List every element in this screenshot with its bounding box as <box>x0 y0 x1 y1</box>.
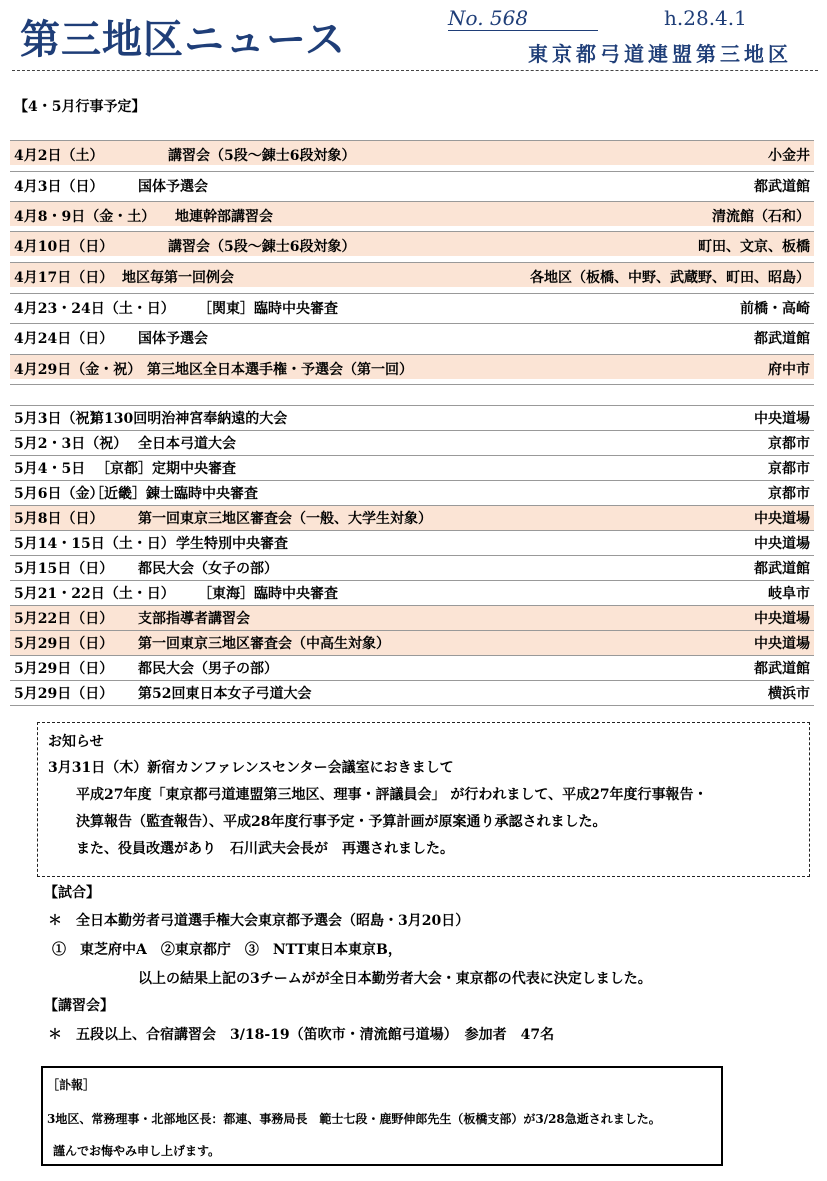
event-place: 小金井 <box>768 148 810 164</box>
event-place: 前橋・高崎 <box>740 301 810 317</box>
event-name: ［関東］臨時中央審査 <box>198 301 338 317</box>
event-date: 5月2・3日（祝） <box>14 436 128 452</box>
schedule-row <box>10 605 814 630</box>
table-bottom-rule <box>10 384 814 385</box>
event-date: 5月3日（祝） <box>14 411 104 427</box>
issue-date: h.28.4.1 <box>664 6 747 30</box>
event-date: 5月29日（日） <box>14 636 114 652</box>
event-name: 第三地区全日本選手権・予選会（第一回） <box>147 362 413 378</box>
schedule-row <box>10 530 814 555</box>
event-name: ［京都］定期中央審査 <box>96 461 236 477</box>
lecture-heading: 【講習会】 <box>44 998 114 1014</box>
event-name: 都民大会（男子の部） <box>138 661 278 677</box>
event-place: 中央道場 <box>754 636 810 652</box>
event-name: ［東海］臨時中央審査 <box>198 586 338 602</box>
schedule-row <box>10 405 814 430</box>
event-name: 全日本弓道大会 <box>138 436 236 452</box>
notice-line: 決算報告（監査報告）、平成28年度行事予定・予算計画が原案通り承認されました。 <box>76 814 607 830</box>
event-date: 5月6日（金） <box>14 486 104 502</box>
obituary-heading: ［訃報］ <box>47 1078 96 1092</box>
event-name: 第52回東日本女子弓道大会 <box>138 686 312 702</box>
event-date: 4月10日（日） <box>14 239 114 255</box>
event-date: 4月8・9日（金・土） <box>14 209 156 225</box>
schedule-row <box>10 680 814 705</box>
event-name: 地区毎第一回例会 <box>122 270 234 286</box>
lecture-line: ＊ 五段以上、合宿講習会 3/18-19（笛吹市・清流館弓道場） 参加者 47名 <box>48 1027 555 1043</box>
event-place: 中央道場 <box>754 511 810 527</box>
event-name: 国体予選会 <box>138 179 208 195</box>
organization-name: 東京都弓道連盟第三地区 <box>528 42 792 66</box>
event-place: 都武道館 <box>754 661 810 677</box>
notice-line: 3月31日（木）新宿カンファレンスセンター会議室におきまして <box>48 760 454 776</box>
event-date: 5月29日（日） <box>14 661 114 677</box>
event-name: 講習会（5段～錬士6段対象） <box>168 239 356 255</box>
event-place: 中央道場 <box>754 536 810 552</box>
match-line: ＊ 全日本勤労者弓道選手権大会東京都予選会（昭島・3月20日） <box>48 913 470 929</box>
event-name: ［近畿］錬士臨時中央審査 <box>90 486 258 502</box>
schedule-row <box>10 455 814 480</box>
event-place: 岐阜市 <box>768 586 810 602</box>
event-name: 支部指導者講習会 <box>138 611 250 627</box>
event-place: 中央道場 <box>754 411 810 427</box>
event-name: 国体予選会 <box>138 331 208 347</box>
schedule-heading: 【4・5月行事予定】 <box>14 99 146 115</box>
event-place: 横浜市 <box>768 686 810 702</box>
event-date: 5月22日（日） <box>14 611 114 627</box>
event-date: 4月17日（日） <box>14 270 114 286</box>
schedule-row <box>10 580 814 605</box>
schedule-row <box>10 293 814 318</box>
notice-heading: お知らせ <box>48 734 104 750</box>
obituary-line: 3地区、常務理事・北部地区長：都連、事務局長 範士七段・鹿野伸郎先生（板橋支部）が3/28急逝されました。 <box>47 1112 661 1126</box>
event-date: 5月21・22日（土・日） <box>14 586 175 602</box>
issue-number: No. 568 <box>448 6 598 31</box>
event-name: 第一回東京三地区審査会（中高生対象） <box>138 636 390 652</box>
event-date: 4月2日（土） <box>14 148 104 164</box>
event-place: 京都市 <box>768 486 810 502</box>
event-place: 町田、文京、板橋 <box>698 239 810 255</box>
event-place: 中央道場 <box>754 611 810 627</box>
event-date: 4月23・24日（土・日） <box>14 301 175 317</box>
match-heading: 【試合】 <box>44 885 100 901</box>
schedule-row <box>10 630 814 655</box>
event-place: 清流館（石和） <box>712 209 810 225</box>
schedule-row <box>10 655 814 680</box>
schedule-row <box>10 555 814 580</box>
event-name: 都民大会（女子の部） <box>138 561 278 577</box>
schedule-row <box>10 201 814 226</box>
schedule-row <box>10 262 814 287</box>
event-place: 京都市 <box>768 461 810 477</box>
event-date: 5月29日（日） <box>14 686 114 702</box>
schedule-row <box>10 354 814 379</box>
event-place: 京都市 <box>768 436 810 452</box>
event-place: 都武道館 <box>754 561 810 577</box>
event-name: 第一回東京三地区審査会（一般、大学生対象） <box>138 511 432 527</box>
notice-line: 平成27年度「東京都弓道連盟第三地区、理事・評議員会」 が行われまして、平成27年度行事報告・ <box>76 787 708 803</box>
schedule-row <box>10 140 814 165</box>
schedule-row <box>10 323 814 348</box>
event-date: 5月4・5日 <box>14 461 86 477</box>
event-date: 5月15日（日） <box>14 561 114 577</box>
event-place: 都武道館 <box>754 331 810 347</box>
schedule-row <box>10 231 814 256</box>
event-place: 府中市 <box>768 362 810 378</box>
notice-line: また、役員改選があり 石川武夫会長が 再選されました。 <box>76 841 454 857</box>
event-date: 5月8日（日） <box>14 511 104 527</box>
event-name: 第130回明治神宮奉納遠的大会 <box>90 411 288 427</box>
event-name: 学生特別中央審査 <box>176 536 288 552</box>
schedule-row <box>10 171 814 196</box>
event-date: 5月14・15日（土・日） <box>14 536 175 552</box>
newsletter-title: 第三地区ニュース <box>20 17 346 63</box>
header-divider <box>12 70 818 71</box>
schedule-row <box>10 430 814 455</box>
schedule-row <box>10 480 814 505</box>
event-place: 各地区（板橋、中野、武蔵野、町田、昭島） <box>530 270 810 286</box>
event-name: 講習会（5段～錬士6段対象） <box>168 148 356 164</box>
event-date: 4月29日（金・祝） <box>14 362 142 378</box>
event-date: 4月3日（日） <box>14 179 104 195</box>
obituary-box <box>41 1066 723 1166</box>
table-bottom-rule <box>10 705 814 706</box>
notice-box <box>37 722 810 877</box>
event-name: 地連幹部講習会 <box>175 209 273 225</box>
event-date: 4月24日（日） <box>14 331 114 347</box>
schedule-row <box>10 505 814 530</box>
match-line: 以上の結果上記の3チームがが全日本勤労者大会・東京都の代表に決定しました。 <box>138 971 652 987</box>
obituary-line: 謹んでお悔やみ申し上げます。 <box>53 1144 221 1158</box>
event-place: 都武道館 <box>754 179 810 195</box>
match-line: ① 東芝府中A ②東京都庁 ③ NTT東日本東京B， <box>52 942 402 958</box>
